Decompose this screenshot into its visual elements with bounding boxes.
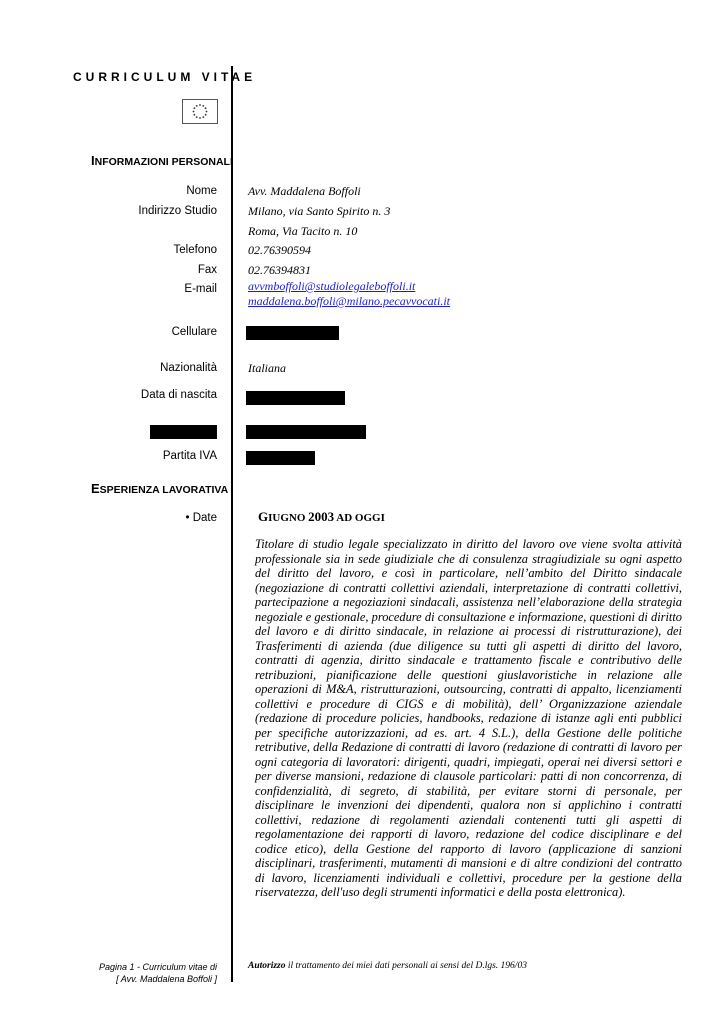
- nationality-label: Nazionalità: [160, 362, 217, 374]
- fax-label: Fax: [197, 264, 217, 276]
- redaction-mobile: [246, 326, 339, 340]
- name-value: Avv. Maddalena Boffoli: [248, 184, 361, 198]
- experience-period: GIUGNO 2003 AD OGGI: [258, 509, 385, 524]
- mobile-label: Cellulare: [171, 326, 217, 338]
- email-link-primary[interactable]: avvmboffoli@studiolegaleboffoli.it: [248, 279, 416, 293]
- footer-name-line: [ Avv. Maddalena Boffoli ]: [116, 974, 217, 984]
- footer-page-line: Pagina 1 - Curriculum vitae di: [98, 962, 217, 972]
- nationality-value: Italiana: [248, 361, 286, 375]
- redaction-value: [246, 425, 366, 439]
- name-label: Nome: [186, 185, 217, 197]
- experience-description: Titolare di studio legale specializzato in diritto del lavoro ove viene svolta attività professionale sia in sede giudiziale che di consulenza stragiudiziale su ogni aspetto del diritto del lavoro, e così in particolare, nell’ambito del Diritto sindacale (negoziazione di contratti collettivi aziendali, interpretazione di contratti collettivi, partecipazione a negoziazioni sindacali, assistenza nell’elaborazione della strategia negoziale e gestionale, procedure di consultazione e informazione, questioni di diritto del lavoro e di diritto sindacale, in relazione ai processi di ristrutturazione), dei Trasferimenti di azienda (due diligence su tutti gli aspetti di diritto del lavoro, contratti di agenzia, diritto sindacale e trattamento fiscale e contributivo delle retribuzioni, pianificazione delle questioni giuslavoristiche in relazione alle operazioni di M&A, ristrutturazioni, outsourcing, contratti di appalto, licenziamenti collettivi e procedure di CIGS e di mobilità), dell’ Organizzazione aziendale (redazione di procedure policies, handbooks, redazione di istanze agli enti pubblici per specifiche autorizzazioni, ad es. art. 4 S.L.), della Gestione delle politiche retributive, della Redazione di contratti di lavoro (redazione di contratti di lavoro per ogni categoria di lavoratori: dirigenti, quadri, impiegati, operai nei diversi settori e per diverse mansioni, redazione di clausole particolari: patti di non concorrenza, di confidenzialità, di segreto, di stabilità, per evitare storni di personale, per disciplinare le invenzioni dei dipendenti, qualora non si applichino i contratti collettivi, redazione di regolamenti aziendali contenenti tutti gli aspetti di regolamentazione dei rapporti di lavoro, redazione del codice disciplinare e del codice etico), della Gestione del rapporto di lavoro (applicazione di sanzioni disciplinari, trasferimenti, mutamenti di mansioni e di altre condizioni del contratto di lavoro, licenziamenti individuali e collettivi, procedure per la gestione della riservatezza, dell'uso degli strumenti informatici e della posta elettronica).: [255, 537, 682, 899]
- address-roma: Roma, Via Tacito n. 10: [248, 224, 358, 238]
- email-label: E-mail: [184, 283, 217, 295]
- address-label: Indirizzo Studio: [138, 205, 217, 217]
- birth-label: Data di nascita: [140, 389, 217, 401]
- vertical-divider: [231, 66, 233, 982]
- redaction-label: [150, 425, 217, 439]
- phone-value: 02.76390594: [248, 243, 311, 257]
- fax-value: 02.76394831: [248, 263, 311, 277]
- address-milano: Milano, via Santo Spirito n. 3: [248, 204, 391, 218]
- vat-label: Partita IVA: [162, 450, 217, 462]
- eu-flag-icon: [182, 99, 218, 124]
- section-personal-info: INFORMAZIONI PERSONALI: [91, 153, 233, 168]
- footer-consent: Autorizzo il trattamento dei miei dati personali ai sensi del D.lgs. 196/03: [248, 961, 527, 971]
- redaction-birth-date: [246, 391, 345, 405]
- cv-title: CURRICULUM VITAE: [73, 70, 257, 84]
- footer-page-info: [99, 961, 217, 985]
- phone-label: Telefono: [173, 244, 217, 256]
- section-work-experience: ESPERIENZA LAVORATIVA: [91, 481, 229, 496]
- date-label: • Date: [185, 512, 217, 524]
- email-link-pec[interactable]: maddalena.boffoli@milano.pecavvocati.it: [248, 294, 451, 308]
- redaction-vat: [246, 451, 315, 465]
